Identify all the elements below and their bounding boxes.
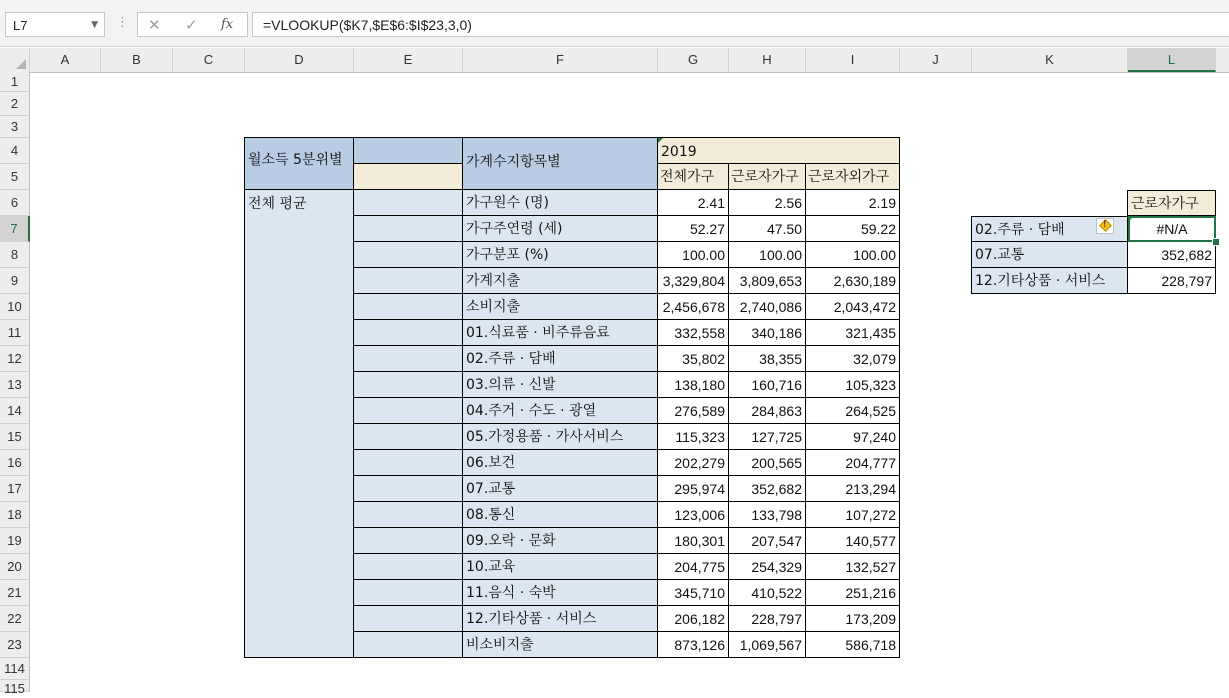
- table-cell-all[interactable]: 2,456,678: [658, 294, 729, 320]
- table-cell-all[interactable]: 204,775: [658, 554, 729, 580]
- table-cell-all[interactable]: 115,323: [658, 424, 729, 450]
- table-cell-e[interactable]: [354, 580, 463, 606]
- table-cell-all[interactable]: 35,802: [658, 346, 729, 372]
- table-cell-nonworker[interactable]: 213,294: [806, 476, 900, 502]
- column-header-l[interactable]: L: [1128, 48, 1216, 72]
- table-cell-nonworker[interactable]: 2,043,472: [806, 294, 900, 320]
- table-cell-nonworker[interactable]: 251,216: [806, 580, 900, 606]
- table-cell-worker[interactable]: 133,798: [729, 502, 806, 528]
- table-cell-nonworker[interactable]: 100.00: [806, 242, 900, 268]
- table-cell-item[interactable]: 08.통신: [463, 502, 658, 528]
- table-cell-worker[interactable]: 352,682: [729, 476, 806, 502]
- header-e4-empty[interactable]: [354, 138, 463, 164]
- table-cell-all[interactable]: 180,301: [658, 528, 729, 554]
- column-header-k[interactable]: K: [972, 48, 1128, 72]
- table-cell-e[interactable]: [354, 294, 463, 320]
- table-cell-item[interactable]: 11.음식 · 숙박: [463, 580, 658, 606]
- table-cell-worker[interactable]: 2.56: [729, 190, 806, 216]
- select-all-corner[interactable]: [0, 48, 30, 72]
- table-cell-e[interactable]: [354, 216, 463, 242]
- column-header-bar: [0, 48, 1229, 73]
- table-cell-all[interactable]: 52.27: [658, 216, 729, 242]
- table-cell-nonworker[interactable]: 321,435: [806, 320, 900, 346]
- column-header-f[interactable]: F: [463, 48, 658, 72]
- row-header-14[interactable]: 14: [0, 398, 30, 424]
- row-header-16[interactable]: 16: [0, 450, 30, 476]
- row-header-2[interactable]: 2: [0, 92, 30, 116]
- table-cell-nonworker[interactable]: 107,272: [806, 502, 900, 528]
- table-cell-e[interactable]: [354, 606, 463, 632]
- row-header-21[interactable]: 21: [0, 580, 30, 606]
- row-header-115[interactable]: 115: [0, 680, 30, 692]
- table-cell-worker[interactable]: 100.00: [729, 242, 806, 268]
- table-cell-item[interactable]: 03.의류 · 신발: [463, 372, 658, 398]
- table-cell-worker[interactable]: 207,547: [729, 528, 806, 554]
- table-cell-nonworker[interactable]: 204,777: [806, 450, 900, 476]
- table-cell-item[interactable]: 06.보건: [463, 450, 658, 476]
- table-cell-e[interactable]: [354, 554, 463, 580]
- row-header-23[interactable]: 23: [0, 632, 30, 658]
- select-all-triangle-icon: [16, 59, 26, 69]
- table-cell-worker[interactable]: 127,725: [729, 424, 806, 450]
- header-col-nonworker[interactable]: 근로자외가구: [806, 164, 900, 190]
- table-cell-worker[interactable]: 3,809,653: [729, 268, 806, 294]
- lookup-value[interactable]: 352,682: [1128, 242, 1216, 268]
- table-cell-worker[interactable]: 160,716: [729, 372, 806, 398]
- name-box[interactable]: [5, 12, 105, 37]
- table-cell-item[interactable]: 05.가정용품 · 가사서비스: [463, 424, 658, 450]
- table-cell-all[interactable]: 873,126: [658, 632, 729, 658]
- lookup-key[interactable]: 07.교통: [971, 242, 1128, 268]
- table-cell-e[interactable]: [354, 242, 463, 268]
- table-cell-e[interactable]: [354, 424, 463, 450]
- column-header-e[interactable]: E: [354, 48, 463, 72]
- table-cell-nonworker[interactable]: 2.19: [806, 190, 900, 216]
- group-label[interactable]: 전체 평균: [245, 190, 354, 658]
- column-header-i[interactable]: I: [806, 48, 900, 72]
- fill-handle[interactable]: [1212, 238, 1220, 246]
- row-header-114[interactable]: 114: [0, 658, 30, 680]
- formula-text: =VLOOKUP($K7,$E$6:$I$23,3,0): [263, 17, 472, 33]
- table-cell-worker[interactable]: 38,355: [729, 346, 806, 372]
- table-cell-nonworker[interactable]: 59.22: [806, 216, 900, 242]
- table-cell-nonworker[interactable]: 105,323: [806, 372, 900, 398]
- table-cell-nonworker[interactable]: 586,718: [806, 632, 900, 658]
- table-cell-all[interactable]: 202,279: [658, 450, 729, 476]
- row-header-4[interactable]: 4: [0, 138, 30, 164]
- table-cell-worker[interactable]: 410,522: [729, 580, 806, 606]
- row-header-11[interactable]: 11: [0, 320, 30, 346]
- row-header-15[interactable]: 15: [0, 424, 30, 450]
- lookup-key[interactable]: 12.기타상품 · 서비스: [971, 268, 1128, 294]
- formula-bar-buttons: [137, 12, 248, 37]
- row-header-8[interactable]: 8: [0, 242, 30, 268]
- table-cell-all[interactable]: 295,974: [658, 476, 729, 502]
- formula-input[interactable]: [252, 12, 1229, 37]
- lookup-header[interactable]: 근로자가구: [1127, 190, 1216, 216]
- table-cell-all[interactable]: 100.00: [658, 242, 729, 268]
- row-header-1[interactable]: 1: [0, 72, 30, 92]
- table-cell-nonworker[interactable]: 32,079: [806, 346, 900, 372]
- cancel-icon[interactable]: ✕: [148, 16, 161, 34]
- table-cell-item[interactable]: 가구원수 (명): [463, 190, 658, 216]
- column-header-d[interactable]: D: [245, 48, 354, 72]
- row-header-7[interactable]: 7: [0, 216, 30, 242]
- header-col-all[interactable]: 전체가구: [658, 164, 729, 190]
- table-cell-item[interactable]: 02.주류 · 담배: [463, 346, 658, 372]
- table-cell-item[interactable]: 10.교육: [463, 554, 658, 580]
- header-e5-empty[interactable]: [354, 164, 463, 190]
- column-header-b[interactable]: B: [101, 48, 173, 72]
- table-cell-e[interactable]: [354, 190, 463, 216]
- table-cell-worker[interactable]: 228,797: [729, 606, 806, 632]
- table-cell-worker[interactable]: 284,863: [729, 398, 806, 424]
- table-cell-nonworker[interactable]: 132,527: [806, 554, 900, 580]
- lookup-value[interactable]: 228,797: [1128, 268, 1216, 294]
- table-cell-worker[interactable]: 254,329: [729, 554, 806, 580]
- table-cell-worker[interactable]: 47.50: [729, 216, 806, 242]
- table-cell-nonworker[interactable]: 140,577: [806, 528, 900, 554]
- column-header-j[interactable]: J: [900, 48, 972, 72]
- table-cell-item[interactable]: 소비지출: [463, 294, 658, 320]
- header-col-worker[interactable]: 근로자가구: [729, 164, 806, 190]
- table-cell-all[interactable]: 3,329,804: [658, 268, 729, 294]
- table-cell-e[interactable]: [354, 502, 463, 528]
- table-cell-all[interactable]: 2.41: [658, 190, 729, 216]
- table-cell-worker[interactable]: 200,565: [729, 450, 806, 476]
- table-cell-e[interactable]: [354, 398, 463, 424]
- cell-indicator-icon: [1128, 217, 1133, 222]
- table-cell-item[interactable]: 비소비지출: [463, 632, 658, 658]
- table-cell-item[interactable]: 가구분포 (%): [463, 242, 658, 268]
- row-header-5[interactable]: 5: [0, 164, 30, 190]
- table-cell-all[interactable]: 206,182: [658, 606, 729, 632]
- formula-bar: [0, 0, 1229, 47]
- table-cell-e[interactable]: [354, 632, 463, 658]
- table-cell-e[interactable]: [354, 476, 463, 502]
- cell-indicator-icon: [658, 138, 663, 143]
- table-cell-item[interactable]: 07.교통: [463, 476, 658, 502]
- table-cell-all[interactable]: 276,589: [658, 398, 729, 424]
- row-header-17[interactable]: 17: [0, 476, 30, 502]
- lookup-value-selected[interactable]: #N/A: [1128, 216, 1216, 242]
- table-cell-item[interactable]: 가계지출: [463, 268, 658, 294]
- table-cell-worker[interactable]: 1,069,567: [729, 632, 806, 658]
- enter-icon[interactable]: ✓: [185, 16, 198, 34]
- formula-bar-grip-icon: ⋮: [116, 15, 129, 30]
- row-header-18[interactable]: 18: [0, 502, 30, 528]
- row-header-6[interactable]: 6: [0, 190, 30, 216]
- table-cell-all[interactable]: 345,710: [658, 580, 729, 606]
- row-header-22[interactable]: 22: [0, 606, 30, 632]
- header-year[interactable]: 2019: [658, 138, 900, 164]
- table-cell-item[interactable]: 01.식료품 · 비주류음료: [463, 320, 658, 346]
- table-cell-e[interactable]: [354, 528, 463, 554]
- header-item[interactable]: 가계수지항목별: [463, 138, 658, 190]
- warning-mark: !: [1103, 219, 1107, 230]
- row-header-20[interactable]: 20: [0, 554, 30, 580]
- column-header-a[interactable]: A: [30, 48, 101, 72]
- lookup-key[interactable]: 02.주류 · 담배: [971, 216, 1128, 242]
- table-cell-nonworker[interactable]: 2,630,189: [806, 268, 900, 294]
- column-header-g[interactable]: G: [658, 48, 729, 72]
- table-cell-nonworker[interactable]: 264,525: [806, 398, 900, 424]
- name-box-dropdown-icon[interactable]: ▼: [91, 20, 98, 30]
- table-cell-all[interactable]: 138,180: [658, 372, 729, 398]
- insert-function-icon[interactable]: fx: [221, 17, 234, 32]
- table-cell-worker[interactable]: 340,186: [729, 320, 806, 346]
- table-cell-e[interactable]: [354, 268, 463, 294]
- table-cell-e[interactable]: [354, 450, 463, 476]
- table-cell-item[interactable]: 09.오락 · 문화: [463, 528, 658, 554]
- table-cell-worker[interactable]: 2,740,086: [729, 294, 806, 320]
- row-header-19[interactable]: 19: [0, 528, 30, 554]
- table-cell-e[interactable]: [354, 320, 463, 346]
- table-cell-all[interactable]: 332,558: [658, 320, 729, 346]
- table-cell-all[interactable]: 123,006: [658, 502, 729, 528]
- table-cell-item[interactable]: 04.주거 · 수도 · 광열: [463, 398, 658, 424]
- row-header-9[interactable]: 9: [0, 268, 30, 294]
- row-header-10[interactable]: 10: [0, 294, 30, 320]
- row-header-12[interactable]: 12: [0, 346, 30, 372]
- row-header-3[interactable]: 3: [0, 116, 30, 138]
- table-cell-e[interactable]: [354, 346, 463, 372]
- table-cell-nonworker[interactable]: 97,240: [806, 424, 900, 450]
- table-cell-e[interactable]: [354, 372, 463, 398]
- error-warning-icon[interactable]: [1096, 218, 1114, 234]
- column-header-h[interactable]: H: [729, 48, 806, 72]
- header-income-quintile[interactable]: 월소득 5분위별: [245, 138, 354, 190]
- table-cell-item[interactable]: 12.기타상품 · 서비스: [463, 606, 658, 632]
- table-cell-item[interactable]: 가구주연령 (세): [463, 216, 658, 242]
- column-header-c[interactable]: C: [173, 48, 245, 72]
- name-box-value: L7: [13, 18, 28, 33]
- table-cell-nonworker[interactable]: 173,209: [806, 606, 900, 632]
- row-header-13[interactable]: 13: [0, 372, 30, 398]
